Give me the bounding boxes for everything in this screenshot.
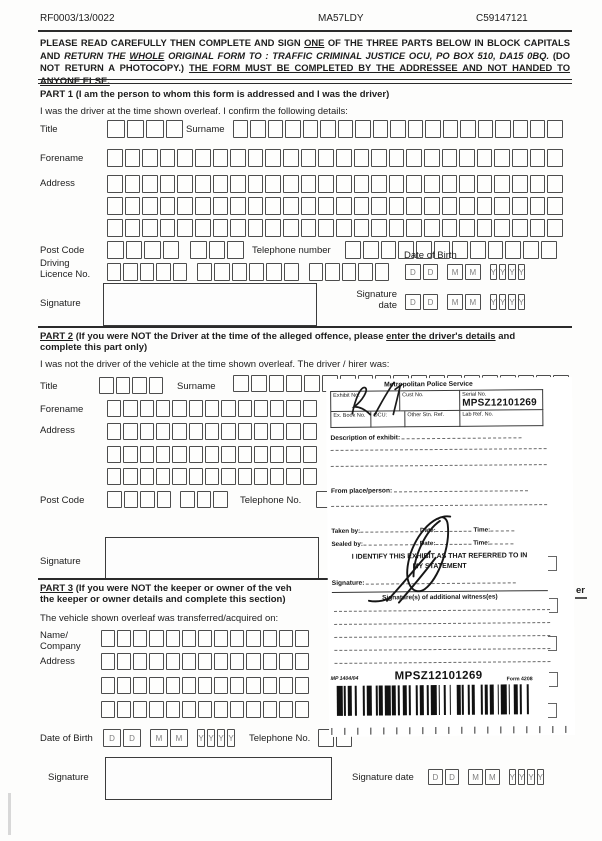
- witness-line-3: [334, 635, 550, 638]
- sealed-time-label: Time:: [473, 539, 490, 547]
- part1-surname-label: Surname: [186, 124, 225, 135]
- part2-forename-boxes: [107, 400, 317, 417]
- part1-dob-label: Date of Birth: [404, 250, 457, 261]
- part3-telephone-label: Telephone No.: [249, 733, 311, 744]
- form-number: Form 4208: [506, 676, 533, 683]
- part3-signature-date-boxes: D D M M Y Y Y Y: [428, 769, 544, 785]
- part3-signature-date-label: Signature date: [352, 772, 414, 783]
- part3-address-boxes-3: [101, 701, 309, 718]
- description-line-2: [331, 448, 547, 451]
- header-vehicle-reg: MA57LDY: [318, 13, 364, 24]
- exhibit-org-title: Metropolitan Police Service: [384, 380, 473, 389]
- scan-edge-mark: [548, 636, 557, 651]
- part2-postcode-label: Post Code: [40, 495, 85, 506]
- from-label: From place/person:: [330, 487, 393, 495]
- part2-forename-label: Forename: [40, 404, 84, 415]
- part1-address-boxes-2: [107, 197, 563, 215]
- exhibit-no-cell: Exhibit No.: [330, 390, 400, 412]
- part2-postcode-boxes-2: [180, 491, 228, 508]
- identify-statement-line1: I IDENTIFY THIS EXHIBIT AS THAT REFERRED TO IN: [351, 552, 528, 561]
- part1-licence-boxes-3: [309, 263, 389, 281]
- scan-edge-mark: [549, 598, 558, 613]
- part3-dob-boxes: D D M M Y Y Y Y: [103, 729, 235, 747]
- part3-heading-part3: PART 3: [40, 583, 74, 594]
- part1-signature-label: Signature: [40, 298, 81, 309]
- exhibit-description-row: [330, 433, 522, 442]
- part3-intro: The vehicle shown overleaf was transferred/acquired on:: [40, 613, 279, 624]
- part1-forename-boxes: [107, 149, 563, 167]
- part2-address-boxes-3: [107, 468, 317, 485]
- barcode-text: MPSZ12101269: [394, 669, 483, 683]
- part1-dob-boxes: D D M M Y Y Y Y: [405, 264, 525, 280]
- ex-book-no-cell: Ex. Book No.: [330, 412, 371, 428]
- part1-address-boxes-3: [107, 219, 563, 237]
- witness-line-5: [334, 661, 550, 664]
- part1-postcode-boxes-1: [107, 241, 179, 259]
- part3-name-company-label-2: Company: [40, 641, 81, 652]
- label-print-code: MP 1404/04: [330, 675, 359, 682]
- exhibit-signature-label: Signature:: [331, 579, 365, 587]
- instructions-seg: PLEASE READ CAREFULLY THEN COMPLETE AND SIGN: [40, 37, 305, 48]
- part1-heading: PART 1 (I am the person to whom this form is addressed and I was the driver): [40, 89, 390, 100]
- part2-divider: [38, 326, 572, 328]
- exhibit-number-handwriting: [344, 380, 414, 419]
- description-line-3: [331, 464, 547, 467]
- witness-line-2: [334, 622, 550, 625]
- part3-dob-label: Date of Birth: [40, 733, 93, 744]
- part2-heading-drivers-details: enter the driver's details: [386, 331, 496, 342]
- part3-heading-fragment: er: [576, 585, 585, 596]
- header-form-ref: RF0003/13/0022: [40, 13, 115, 24]
- part3-heading-seg: (If you were NOT the keeper or owner of the veh: [73, 583, 292, 594]
- part1-postcode-label: Post Code: [40, 245, 85, 256]
- ocu-cell: OCU:: [371, 411, 405, 427]
- part1-telephone-label: Telephone number: [252, 245, 331, 256]
- instructions-seg-address: ORIGINAL FORM TO : TRAFFIC CRIMINAL JUSTICE OCU, PO BOX 510, DA15 0BQ.: [164, 49, 550, 61]
- serial-no-label: Serial No.: [462, 391, 487, 398]
- from-line: [394, 490, 528, 492]
- part3-name-company-label-1: Name/: [40, 630, 68, 641]
- part2-address-label: Address: [40, 425, 75, 436]
- part2-heading-seg: and: [495, 331, 516, 342]
- instructions-divider: [38, 79, 572, 84]
- label-bottom-edge-ticks: [331, 726, 571, 735]
- description-label: Description of exhibit:: [330, 434, 401, 442]
- part1-forename-label: Forename: [40, 153, 84, 164]
- part2-telephone-label: Telephone No.: [240, 495, 302, 506]
- instructions-seg-must: THE FORM MUST BE COMPLETED BY THE ADDRESSEE AND NOT HANDED TO ANYONE ELSE.: [40, 62, 571, 86]
- witness-signature-handwriting: [361, 507, 491, 610]
- part2-heading-line2: complete this part only): [40, 342, 148, 353]
- taken-by-label: Taken by:: [331, 527, 361, 535]
- part1-address-boxes-1: [107, 175, 563, 193]
- sealed-date-label: Date:: [419, 540, 436, 548]
- part1-postcode-boxes-2: [190, 241, 244, 259]
- taken-date-label: Date:: [419, 527, 436, 535]
- header-divider: [38, 30, 572, 32]
- witness-line-1: [334, 609, 550, 612]
- part2-signature-label: Signature: [40, 556, 81, 567]
- sealed-by-label: Sealed by:: [331, 540, 363, 548]
- part1-licence-label-2: Licence No.: [40, 269, 91, 280]
- taken-time-line: [490, 530, 514, 531]
- part1-signature-box: [103, 283, 317, 326]
- part1-licence-boxes-2: [197, 263, 299, 281]
- part3-address-boxes-1: [101, 653, 309, 670]
- witness-line-4: [334, 648, 550, 651]
- cust-no-cell: Cust No.: [400, 390, 460, 412]
- part2-signature-box: [105, 537, 319, 579]
- part2-heading-part2: PART 2: [40, 331, 74, 342]
- instructions-seg: RETURN THE: [64, 49, 130, 61]
- taken-time-label: Time:: [473, 526, 491, 534]
- scan-edge-mark: [548, 703, 557, 718]
- part1-signature-date-label-2: date: [378, 300, 397, 311]
- description-line: [402, 437, 522, 439]
- part3-address-label: Address: [40, 656, 75, 667]
- exhibit-from-row: [331, 486, 528, 495]
- instructions-seg-whole: WHOLE: [129, 49, 165, 61]
- part2-address-boxes-1: [107, 423, 317, 440]
- scan-edge-mark: [549, 672, 558, 687]
- part2-heading: [40, 331, 572, 353]
- part3-signature-label: Signature: [48, 772, 89, 783]
- part1-address-label: Address: [40, 178, 75, 189]
- scan-streak-artifact: [8, 793, 11, 835]
- identify-statement-line2: MY STATEMENT: [412, 562, 467, 571]
- part1-title-boxes: [107, 120, 183, 138]
- instructions-seg: (DO NOT RETURN A PHOTOCOPY.): [40, 49, 570, 73]
- part1-surname-boxes: [233, 120, 563, 138]
- instructions-seg-one: ONE: [304, 37, 325, 48]
- part2-surname-label: Surname: [177, 381, 216, 392]
- part1-title-label: Title: [40, 124, 58, 135]
- part1-licence-label-1: Driving: [40, 258, 70, 269]
- serial-no-value: MPSZ12101269: [462, 397, 537, 409]
- part2-intro: I was not the driver of the vehicle at the time shown overleaf. The driver / hirer was:: [40, 359, 390, 370]
- part1-signature-date-label-1: Signature: [356, 289, 397, 300]
- serial-no-cell: [460, 389, 543, 411]
- header-case-number: C59147121: [476, 13, 528, 24]
- from-line-2: [331, 504, 547, 507]
- instructions-seg: OF THE THREE PARTS BELOW IN BLOCK CAPITALS AND: [40, 37, 571, 61]
- lab-ref-no-cell: Lab Ref. No.: [460, 410, 543, 427]
- part2-title-label: Title: [40, 381, 58, 392]
- other-stn-ref-cell: Other Stn. Ref.: [405, 411, 460, 427]
- scan-edge-dash: [575, 597, 587, 599]
- part2-heading-seg: (If you were NOT the Driver at the time of the alleged offence, please: [73, 331, 387, 342]
- part3-name-company-boxes: [101, 630, 309, 647]
- part3-heading-line2: the keeper or owner details and complete this section): [40, 594, 286, 605]
- exhibit-barcode: [337, 684, 533, 716]
- part2-title-boxes: [99, 377, 163, 394]
- part3-address-boxes-2: [101, 677, 309, 694]
- witness-caption: Signature(s) of additional witness(es): [382, 593, 498, 602]
- scan-edge-mark: [548, 556, 557, 571]
- part2-address-boxes-2: [107, 446, 317, 463]
- exhibit-label: [326, 377, 575, 737]
- part2-postcode-boxes-1: [107, 491, 171, 508]
- part1-signature-date-boxes: D D M M Y Y Y Y: [405, 294, 525, 310]
- part1-intro: I was the driver at the time shown overleaf. I confirm the following details:: [40, 106, 348, 117]
- part3-signature-box: [105, 757, 332, 800]
- part1-licence-boxes-1: [107, 263, 187, 281]
- sealed-time-line: [490, 543, 514, 544]
